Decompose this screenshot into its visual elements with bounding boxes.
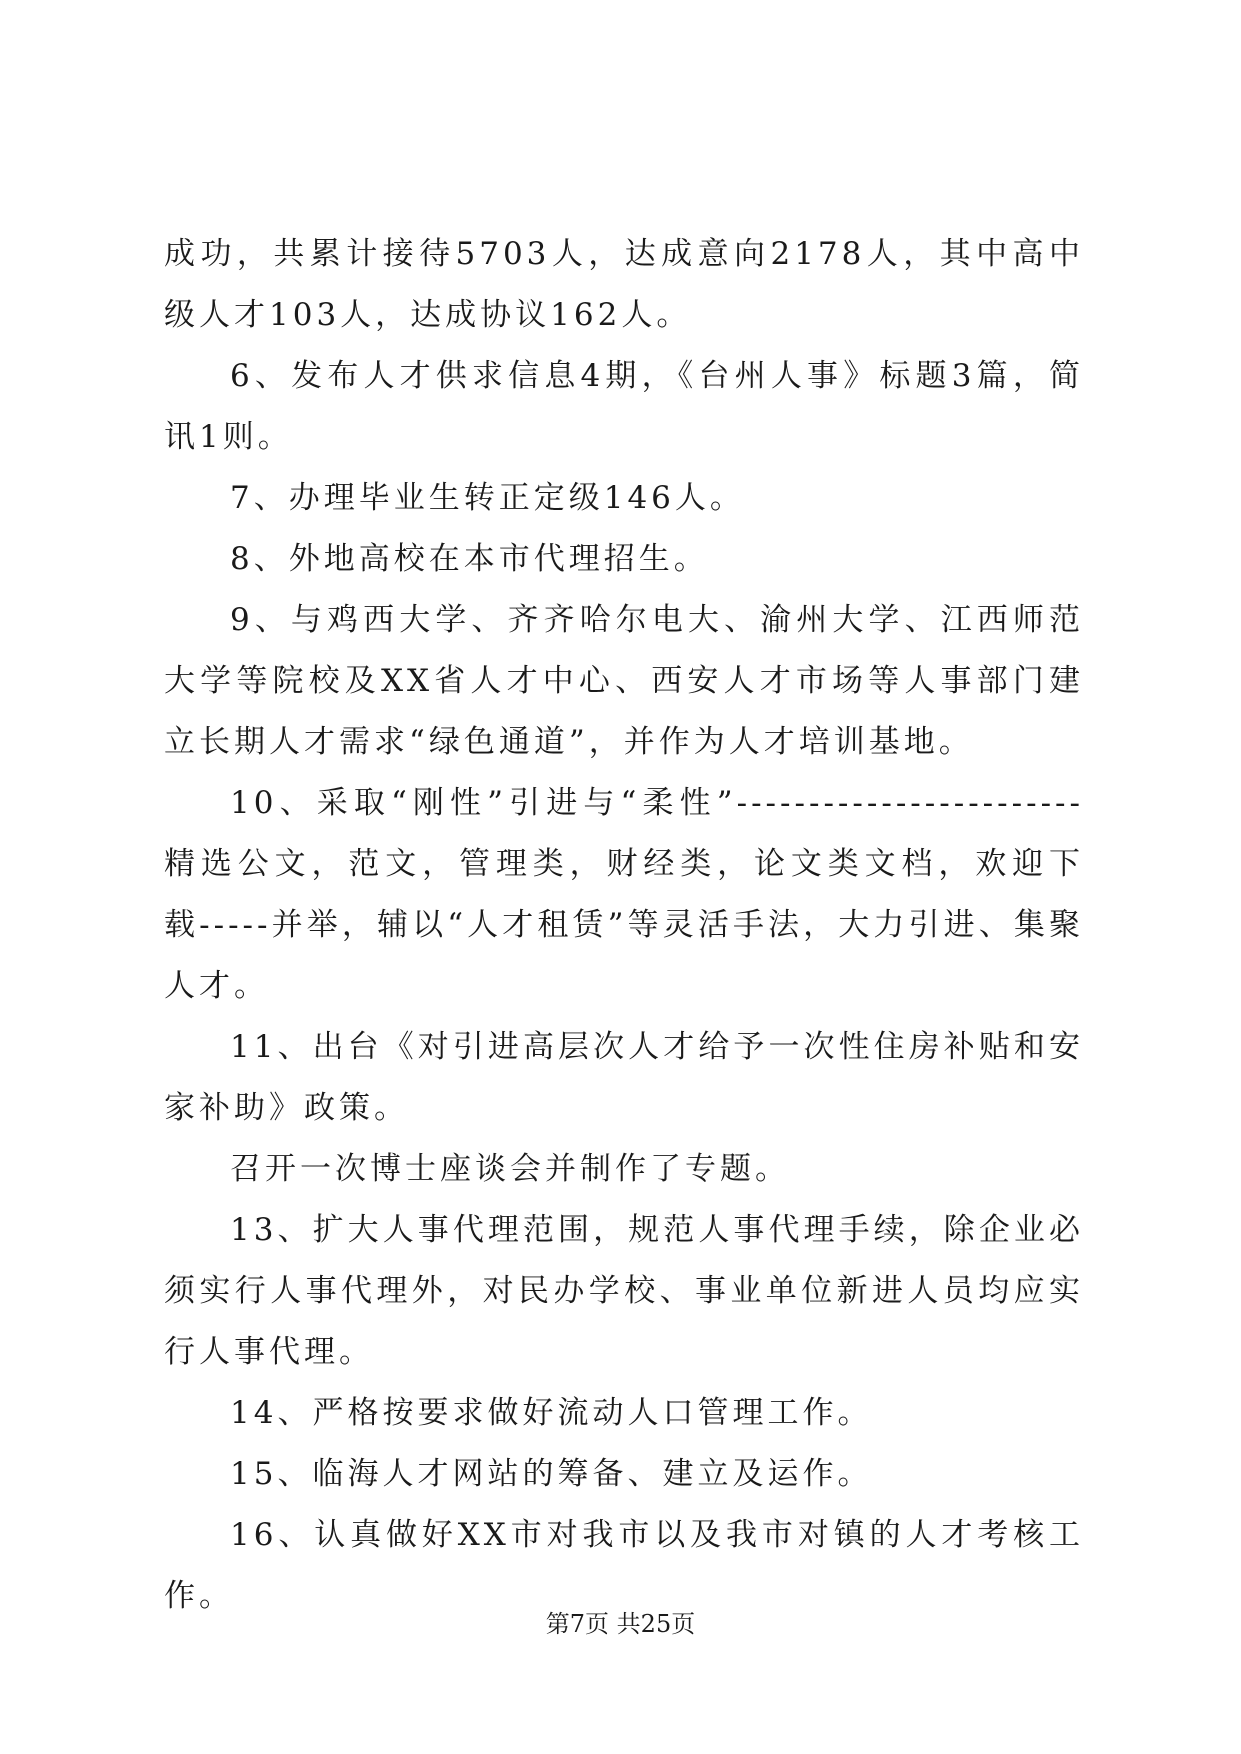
- paragraph-item-8: 8、外地高校在本市代理招生。: [230, 541, 709, 577]
- paragraph-item-15: 15、临海人才网站的筹备、建立及运作。: [230, 1456, 873, 1492]
- paragraph-continuation: 成功，共累计接待5703人，达成意向2178人，其中高中级人才103人，达成协议162人。: [164, 236, 1084, 333]
- paragraph-item-6: 6、发布人才供求信息4期，《台州人事》标题3篇，简讯1则。: [164, 358, 1084, 455]
- page-number-footer: 第7页 共25页: [545, 1610, 696, 1638]
- paragraph-item-11: 11、出台《对引进高层次人才给予一次性住房补贴和安家补助》政策。: [164, 1029, 1084, 1126]
- paragraph-item-14: 14、严格按要求做好流动人口管理工作。: [230, 1395, 873, 1431]
- paragraph-item-10: 10、采取“刚性”引进与“柔性”------------------------精选公文，范文，管理类，财经类，论文类文档，欢迎下载-----并举，辅以“人才租赁”等灵活手法，大力引进、集聚人才。: [164, 785, 1084, 1004]
- paragraph-item-12: 召开一次博士座谈会并制作了专题。: [230, 1151, 790, 1187]
- document-body: [164, 224, 1084, 1627]
- paragraph-item-13: 13、扩大人事代理范围，规范人事代理手续，除企业必须实行人事代理外，对民办学校、事业单位新进人员均应实行人事代理。: [164, 1212, 1084, 1370]
- paragraph-item-9: 9、与鸡西大学、齐齐哈尔电大、渝州大学、江西师范大学等院校及XX省人才中心、西安人才市场等人事部门建立长期人才需求“绿色通道”，并作为人才培训基地。: [164, 602, 1084, 760]
- paragraph-item-16: 16、认真做好XX市对我市以及我市对镇的人才考核工作。: [164, 1517, 1084, 1614]
- paragraph-item-7: 7、办理毕业生转正定级146人。: [230, 480, 745, 516]
